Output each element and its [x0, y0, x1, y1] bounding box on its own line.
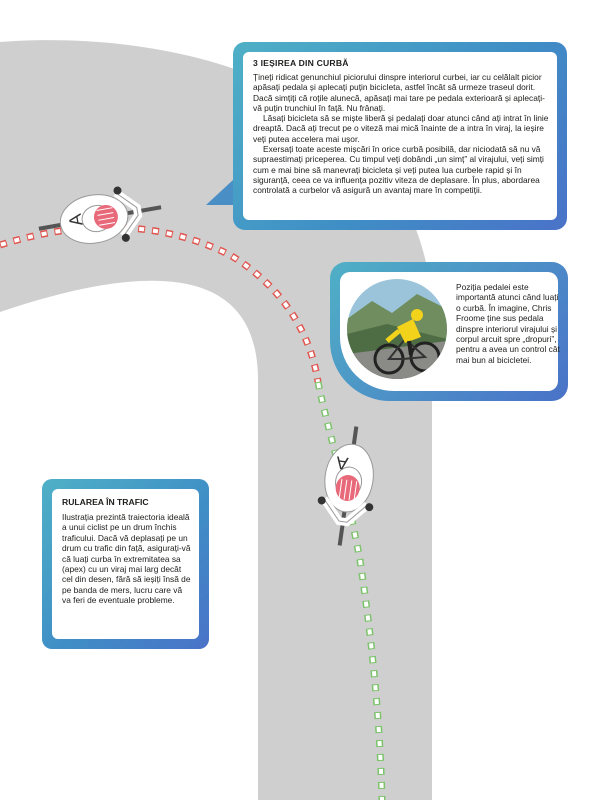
traffic-title: RULAREA ÎN TRAFIC: [62, 497, 149, 507]
photo-caption: Poziția pedalei este importantă atunci când luați o curbă. În imagine, Chris Froome ține sus pedala dinspre interiorul virajului și corpul arcuit spre „dropuri”, pentru a avea un control cât mai bun al bicicletei.: [456, 282, 560, 365]
exit-curve-box-content: [243, 52, 557, 220]
traffic-box: [42, 479, 209, 649]
exit-curve-paragraph-2: Lăsați bicicleta să se miște liberă și pedalați doar atunci când ați intrat în linie dreaptă. Dacă ați trecut pe o viteză mai mică înainte de a intra în viraj, la ieșire veți putea accelera mai ușor.: [253, 113, 549, 144]
exit-curve-paragraph-3: Exersați toate aceste mișcări în orice curbă posibilă, dar niciodată să nu vă supraestimați priceperea. Cu timpul veți dobândi „un simț” al virajului, veți simți cum e mai bine să manevrați bicicleta și veți putea lua curbele rapid și în siguranță, ceea ce va influența pozitiv viteza de deplasare. În plus, abordarea controlată a curbelor vă asigură un avantaj mare în competiții.: [253, 144, 544, 196]
exit-curve-title: 3 IEȘIREA DIN CURBĂ: [253, 58, 349, 68]
exit-curve-paragraph-1: Țineți ridicat genunchiul piciorului dinspre interiorul curbei, iar cu celălalt picior apăsați pedala și aplecați puțin bicicleta, astfel încât să urmeze traseul dorit. Dacă simțiți că roțile alunecă, apăsați mai tare pe pedala exterioară și aplecați-vă puțin trunchiul în față. Nu frânați.: [253, 72, 545, 113]
cyclist-bottom-letter: A: [334, 452, 350, 474]
cyclist-top-letter: A: [64, 212, 87, 228]
cyclist-photo: [347, 279, 447, 379]
exit-curve-box: [233, 42, 567, 230]
traffic-box-content: [52, 489, 199, 639]
traffic-text: Ilustrația prezintă traiectoria ideală a unui ciclist pe un drum închis traficului. Dacă vă deplasați pe un drum cu trafic din față, asigurați-vă că luați curba în extremitatea sa (apex) cu un viraj mai larg decât cel din desen, fără să ieșiți însă de pe banda de mers, lucru care vă va feri de eventuale probleme.: [62, 512, 191, 606]
